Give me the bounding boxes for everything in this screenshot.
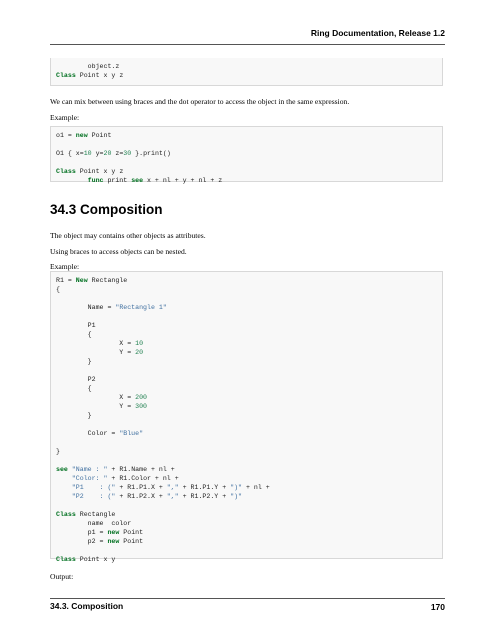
- section-number: 34.3: [50, 202, 77, 217]
- page-number: 170: [430, 602, 445, 612]
- code-text: }.print(): [131, 150, 171, 157]
- code-text: name color: [56, 520, 132, 527]
- code-text: Point: [119, 538, 144, 545]
- code-text: Point x y z: [75, 72, 124, 79]
- code-text: Rectangle: [75, 511, 116, 518]
- code-text: P1: [56, 322, 96, 329]
- example-label: Example:: [50, 262, 80, 271]
- paragraph-nested-braces: Using braces to access objects can be nested.: [50, 247, 187, 256]
- keyword-see: see: [131, 177, 144, 184]
- running-title: Ring Documentation, Release 1.2: [310, 28, 445, 38]
- code-text: Y =: [56, 403, 136, 410]
- code-text: X =: [56, 340, 136, 347]
- string-literal: "Rectangle 1": [115, 304, 167, 311]
- code-text: Point x y z: [75, 168, 124, 175]
- code-line: object.z: [56, 63, 120, 70]
- keyword-class: Class: [56, 556, 76, 563]
- footer-section: 34.3. Composition: [50, 601, 124, 611]
- code-indent: [56, 177, 88, 184]
- string-literal: ")": [230, 484, 243, 491]
- code-text: Point: [119, 529, 144, 536]
- section-heading: [50, 202, 163, 217]
- keyword-class: Class: [56, 72, 76, 79]
- code-block-3: [50, 271, 443, 563]
- keyword-new: new: [107, 538, 120, 545]
- code-text: Rectangle: [87, 277, 128, 284]
- code-block-2: [50, 126, 443, 182]
- code-text: Y =: [56, 349, 136, 356]
- code-text: print: [103, 177, 132, 184]
- keyword-see: see: [56, 466, 68, 473]
- code-text: }: [56, 448, 60, 455]
- number-literal: 300: [135, 403, 148, 410]
- string-literal: "Blue": [119, 430, 144, 437]
- code-text: Color =: [56, 430, 120, 437]
- code-text: Point x y: [75, 556, 116, 563]
- number-literal: 200: [135, 394, 148, 401]
- section-title: Composition: [80, 202, 163, 217]
- code-text: {: [56, 331, 92, 338]
- keyword-new: New: [75, 277, 88, 284]
- paragraph-mix-braces: We can mix between using braces and the dot operator to access the object in the same expression.: [50, 97, 350, 106]
- code-text: z=: [111, 150, 124, 157]
- number-literal: 20: [103, 150, 112, 157]
- code-text: y=: [91, 150, 104, 157]
- page-header: [50, 28, 445, 45]
- code-block-1: [50, 58, 443, 86]
- keyword-new: new: [107, 529, 120, 536]
- keyword-class: Class: [56, 168, 76, 175]
- example-label: Example:: [50, 113, 80, 122]
- code-text: {: [56, 286, 60, 293]
- keyword-func: func: [87, 177, 104, 184]
- paragraph-contains-objects: The object may contains other objects as attributes.: [50, 231, 206, 240]
- code-text: + R1.P1.Y +: [178, 484, 231, 491]
- code-text: Name =: [56, 304, 116, 311]
- string-literal: ",": [166, 484, 179, 491]
- code-text: }: [56, 412, 92, 419]
- number-literal: 10: [135, 340, 144, 347]
- output-label: Output:: [50, 572, 74, 581]
- code-text: + R1.Color + nl +: [107, 475, 179, 482]
- page-footer: [50, 598, 445, 615]
- string-literal: ")": [230, 493, 243, 500]
- code-text: + R1.P2.X +: [115, 493, 167, 500]
- string-literal: ",": [166, 493, 179, 500]
- code-text: + R1.P2.Y +: [178, 493, 231, 500]
- string-literal: "Color: ": [71, 475, 108, 482]
- code-text: + nl +: [242, 484, 270, 491]
- code-text: o1 =: [56, 132, 76, 139]
- keyword-new: new: [75, 132, 88, 139]
- code-text: p1 =: [56, 529, 108, 536]
- code-text: p2 =: [56, 538, 108, 545]
- code-text: P2: [56, 376, 96, 383]
- string-literal: "Name : ": [71, 466, 108, 473]
- code-text: + R1.Name + nl +: [107, 466, 175, 473]
- string-literal: "P1 : (": [71, 484, 116, 491]
- number-literal: 20: [135, 349, 144, 356]
- code-text: + R1.P1.X +: [115, 484, 167, 491]
- number-literal: 10: [83, 150, 92, 157]
- code-text: x + nl + y + nl + z: [143, 177, 223, 184]
- code-text: Point: [87, 132, 112, 139]
- keyword-class: Class: [56, 511, 76, 518]
- code-text: O1 { x=: [56, 150, 84, 157]
- code-text: R1 =: [56, 277, 76, 284]
- code-text: }: [56, 358, 92, 365]
- string-literal: "P2 : (": [71, 493, 116, 500]
- code-text: X =: [56, 394, 136, 401]
- number-literal: 30: [123, 150, 132, 157]
- code-text: {: [56, 385, 92, 392]
